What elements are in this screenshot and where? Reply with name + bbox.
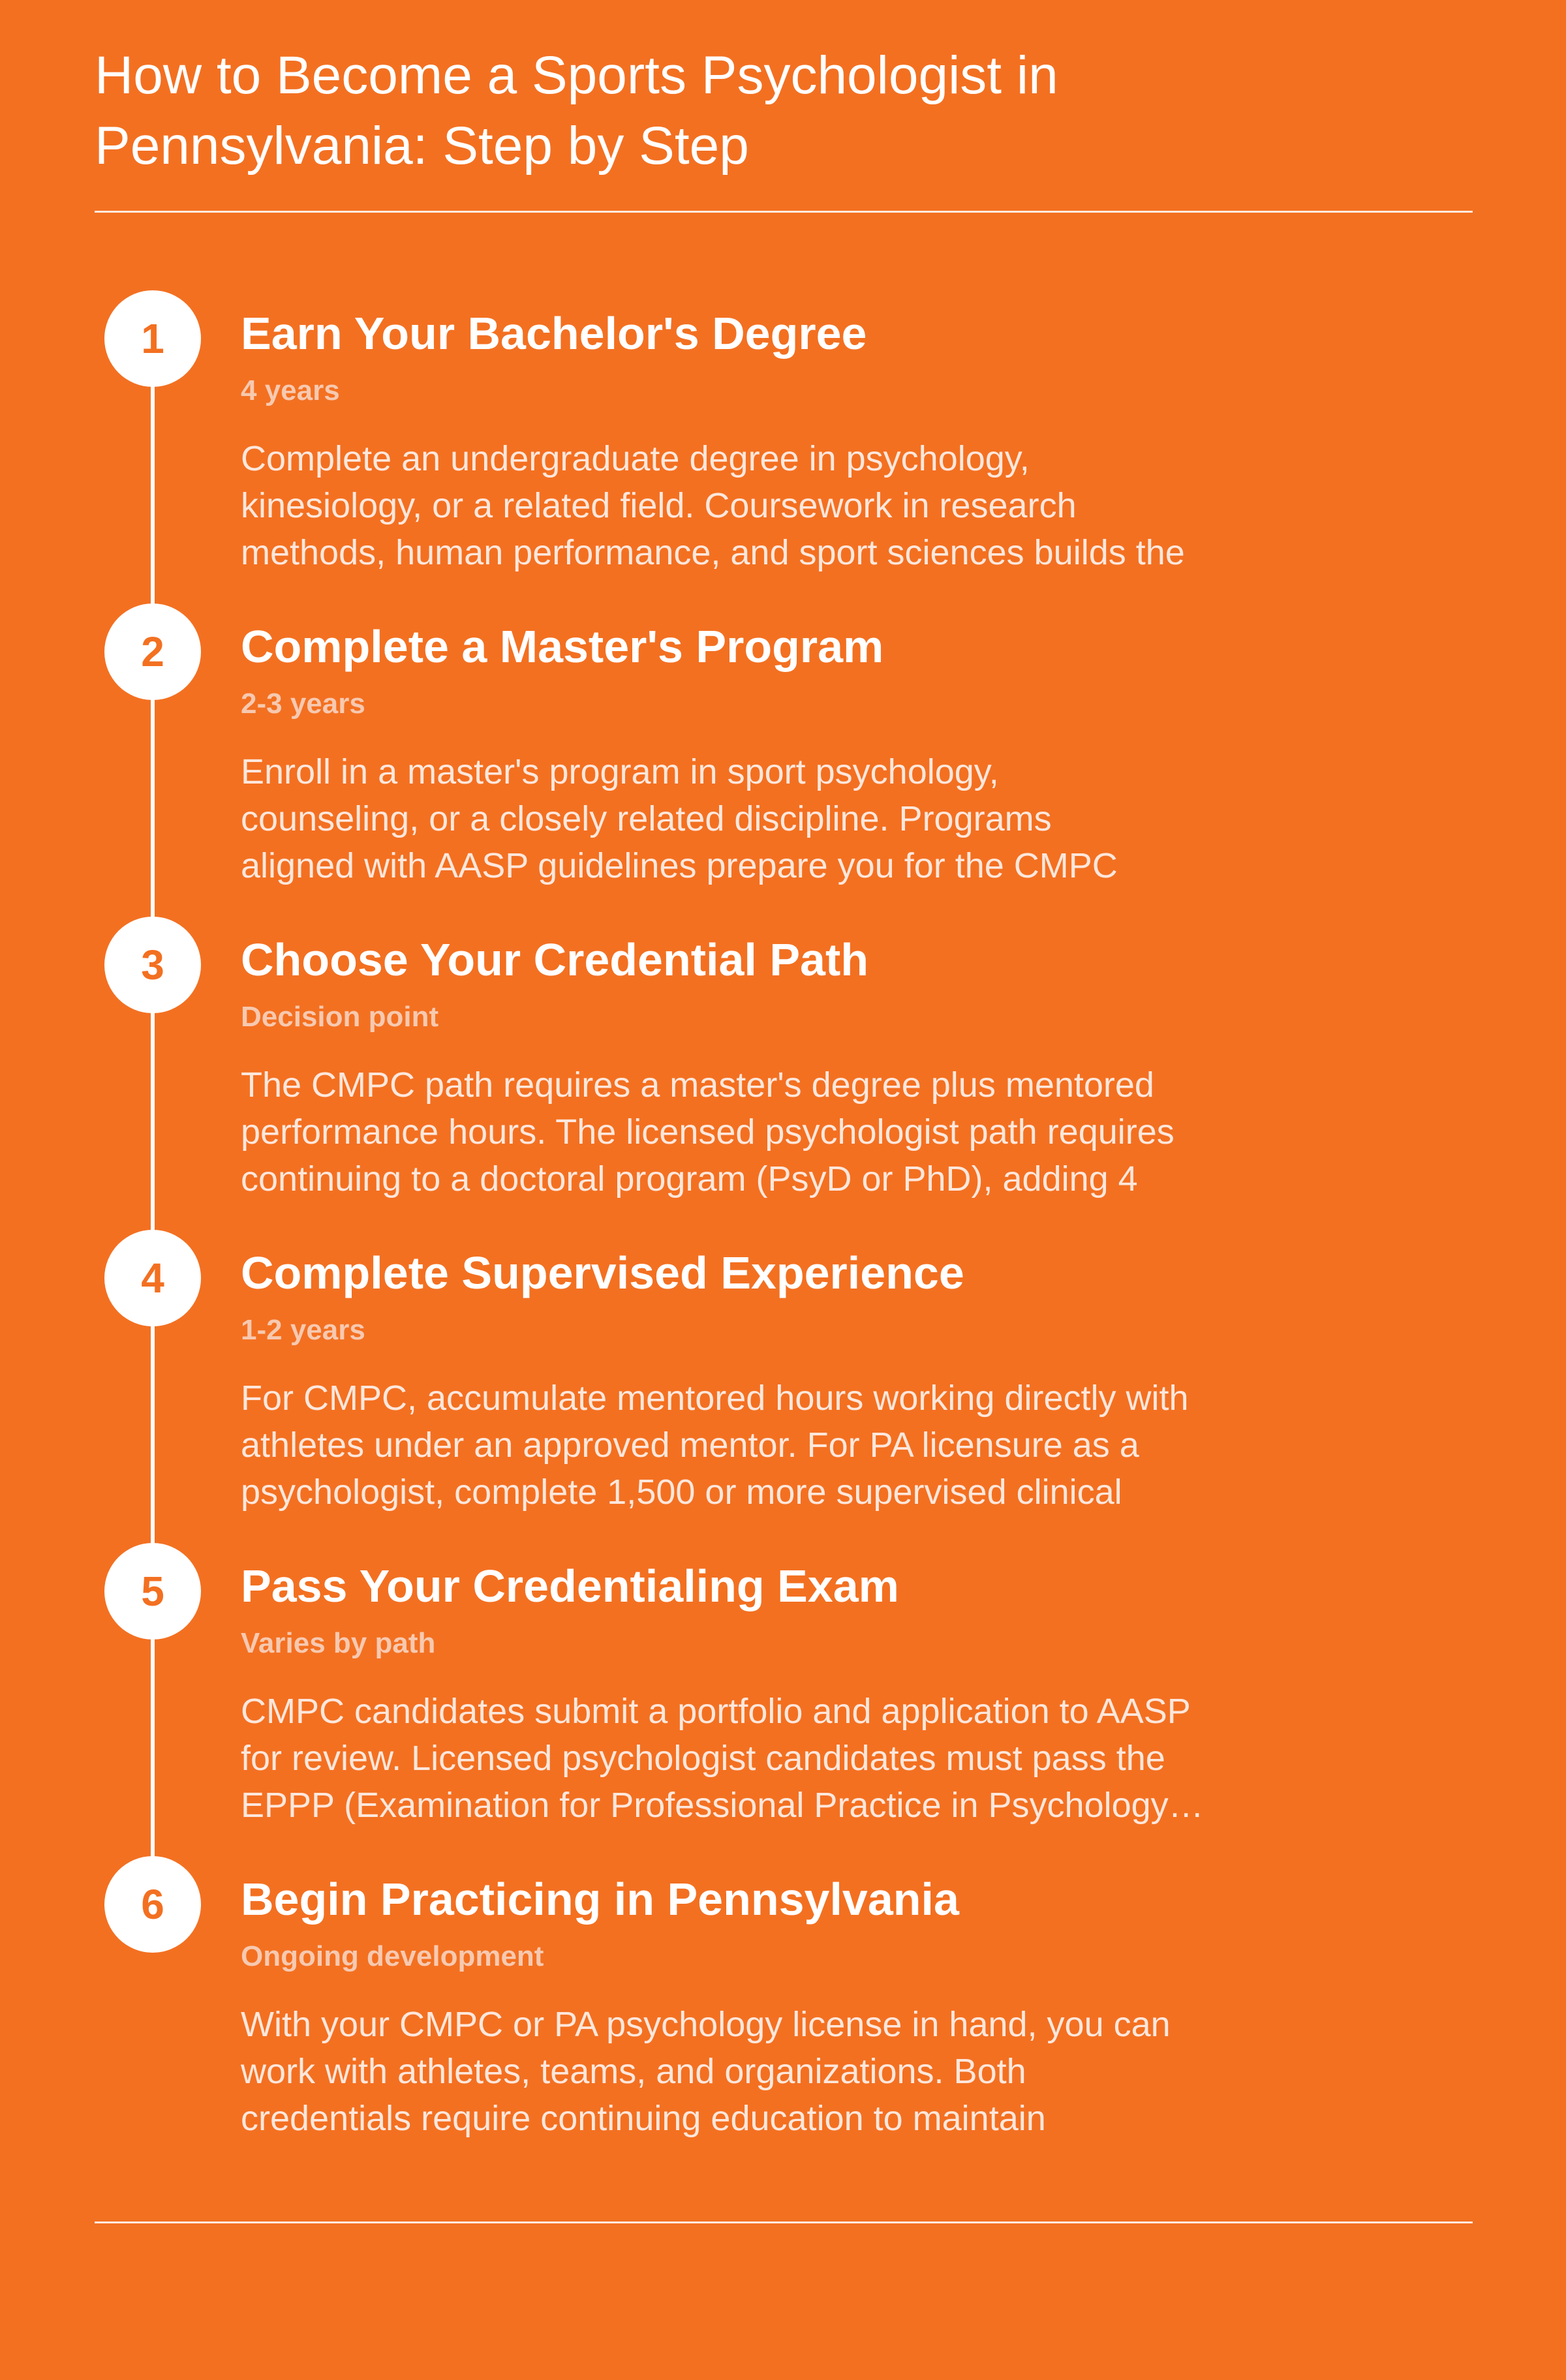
page-title-line-1: How to Become a Sports Psychologist in — [95, 46, 1058, 105]
step-description-line: methods, human performance, and sport sciences builds the — [241, 533, 1185, 572]
step-title: Earn Your Bachelor's Degree — [241, 308, 867, 359]
step-description-line: athletes under an approved mentor. For PA licensure as a — [241, 1426, 1139, 1465]
step-description-line: With your CMPC or PA psychology license in hand, you can — [241, 2005, 1171, 2044]
step-description-line: Enroll in a master's program in sport psychology, — [241, 752, 999, 791]
step-1 — [0, 290, 1566, 603]
step-duration: 4 years — [241, 374, 340, 406]
step-description — [241, 1375, 1259, 1516]
step-title: Pass Your Credentialing Exam — [241, 1561, 899, 1611]
step-title: Choose Your Credential Path — [241, 934, 869, 985]
step-description-line: EPPP (Examination for Professional Practice in Psychology… — [241, 1786, 1204, 1825]
step-number-badge: 2 — [104, 603, 201, 700]
step-duration: Decision point — [241, 1001, 439, 1033]
step-description — [241, 1688, 1259, 1829]
step-6 — [0, 1856, 1566, 2169]
step-title: Begin Practicing in Pennsylvania — [241, 1874, 959, 1925]
step-description-line: psychologist, complete 1,500 or more supervised clinical — [241, 1472, 1122, 1512]
step-description-line: work with athletes, teams, and organizations. Both — [241, 2052, 1026, 2091]
step-duration: Varies by path — [241, 1627, 436, 1659]
step-description-line: aligned with AASP guidelines prepare you for the CMPC — [241, 846, 1118, 885]
step-description-line: The CMPC path requires a master's degree plus mentored — [241, 1065, 1154, 1105]
step-title: Complete a Master's Program — [241, 621, 884, 672]
step-4 — [0, 1230, 1566, 1543]
step-3 — [0, 917, 1566, 1230]
step-description-line: CMPC candidates submit a portfolio and application to AASP — [241, 1692, 1191, 1731]
step-description — [241, 435, 1259, 576]
step-duration: 1-2 years — [241, 1314, 365, 1346]
step-description-line: for review. Licensed psychologist candidates must pass the — [241, 1739, 1165, 1778]
step-duration: 2-3 years — [241, 688, 365, 720]
step-description — [241, 748, 1259, 889]
step-description — [241, 2001, 1259, 2142]
step-description-line: counseling, or a closely related discipline. Programs — [241, 799, 1052, 838]
step-5 — [0, 1543, 1566, 1856]
step-description-line: Complete an undergraduate degree in psychology, — [241, 439, 1030, 478]
step-description-line: kinesiology, or a related field. Coursework in research — [241, 486, 1077, 525]
step-number-badge: 5 — [104, 1543, 201, 1640]
step-description — [241, 1061, 1259, 1202]
step-number-badge: 4 — [104, 1230, 201, 1326]
step-description-line: credentials require continuing education to maintain — [241, 2099, 1046, 2138]
step-number-badge: 6 — [104, 1856, 201, 1953]
step-title: Complete Supervised Experience — [241, 1247, 964, 1298]
step-duration: Ongoing development — [241, 1940, 544, 1972]
step-description-line: continuing to a doctoral program (PsyD or PhD), adding 4 — [241, 1159, 1138, 1198]
step-number-badge: 1 — [104, 290, 201, 387]
step-description-line: For CMPC, accumulate mentored hours working directly with — [241, 1379, 1189, 1418]
step-description-line: performance hours. The licensed psychologist path requires — [241, 1112, 1174, 1152]
page-title-line-2: Pennsylvania: Step by Step — [95, 116, 749, 175]
step-number-badge: 3 — [104, 917, 201, 1013]
bottom-divider — [95, 2221, 1473, 2223]
step-2 — [0, 603, 1566, 917]
